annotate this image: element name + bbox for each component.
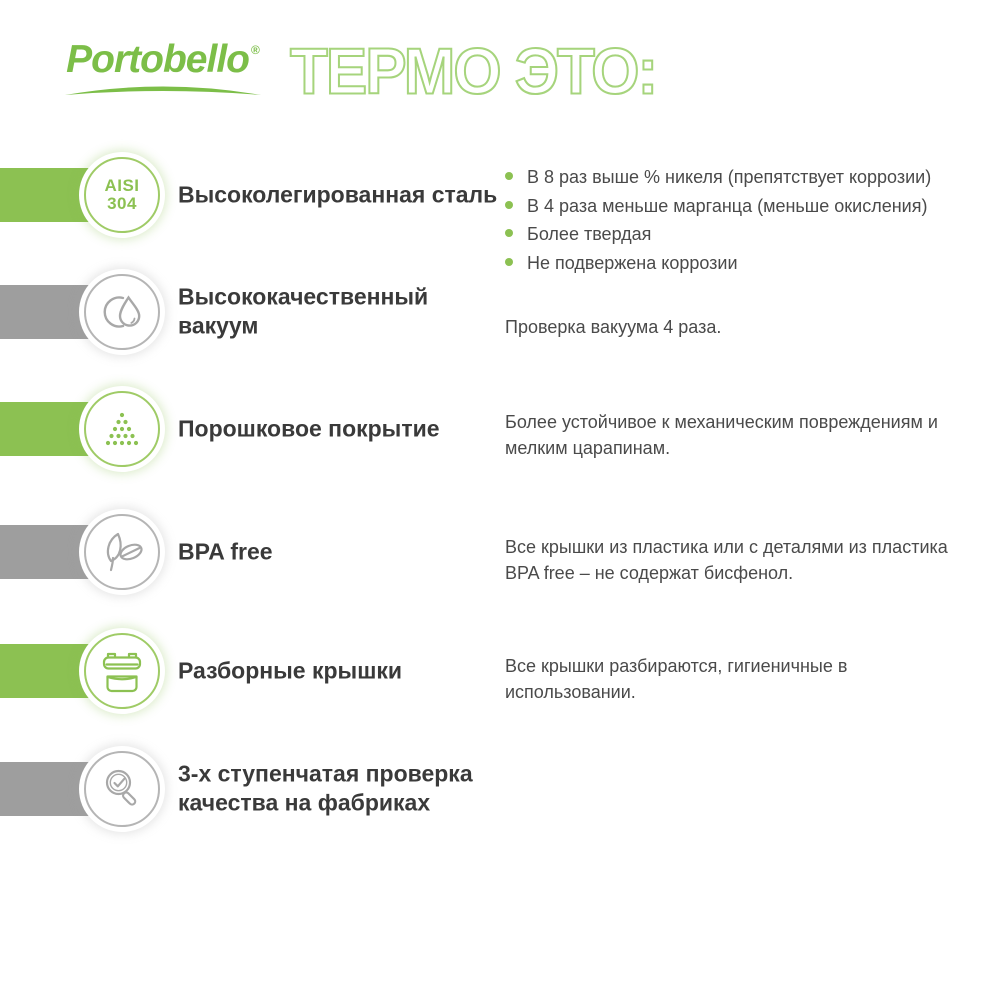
feature-title: BPA free bbox=[178, 538, 273, 565]
lid-parts-icon bbox=[84, 633, 160, 709]
registered-trademark-icon: ® bbox=[251, 43, 260, 57]
bullet-item: В 8 раз выше % никеля (препятствует коррозии) bbox=[505, 167, 985, 189]
portobello-logo bbox=[58, 40, 268, 97]
feature-description: Все крышки из пластика или с деталями из пластика BPA free – не содержат бисфенол. bbox=[505, 537, 948, 584]
feature-description: Проверка вакуума 4 раза. bbox=[505, 317, 722, 337]
feature-title: Порошковое покрытие bbox=[178, 415, 440, 442]
bullet-item: В 4 раза меньше марганца (меньше окисления) bbox=[505, 196, 985, 218]
bullet-item: Более твердая bbox=[505, 224, 985, 246]
feature-title: Высоколегированная сталь bbox=[178, 181, 498, 208]
bullet-dot-icon bbox=[505, 229, 513, 237]
feature-description: Все крышки разбираются, гигиеничные в использовании. bbox=[505, 656, 848, 703]
page-title: ТЕРМО ЭТО: bbox=[290, 35, 657, 109]
feature-title: Высококачественный вакуум bbox=[178, 283, 429, 339]
feature-row-steel bbox=[0, 135, 1000, 273]
feature-row-lids bbox=[0, 611, 1000, 731]
logo-wordmark: Portobello bbox=[66, 38, 249, 81]
aisi-304-badge: AISI 304 bbox=[84, 157, 160, 233]
feature-title: 3-х ступенчатая проверка качества на фабриках bbox=[178, 760, 473, 816]
bullet-dot-icon bbox=[505, 201, 513, 209]
bullet-dot-icon bbox=[505, 172, 513, 180]
bullet-item: Не подвержена коррозии bbox=[505, 253, 985, 275]
feature-row-bpa-free bbox=[0, 492, 1000, 612]
leaves-icon bbox=[84, 514, 160, 590]
feature-title: Разборные крышки bbox=[178, 657, 403, 684]
powder-dots-icon bbox=[84, 391, 160, 467]
feature-description: Более устойчивое к механическим повреждениям и мелким царапинам. bbox=[505, 412, 938, 459]
feature-row-vacuum bbox=[0, 252, 1000, 372]
logo-swoosh bbox=[63, 83, 263, 97]
feature-row-coating bbox=[0, 369, 1000, 489]
feature-row-quality bbox=[0, 729, 1000, 849]
water-drop-icon bbox=[84, 274, 160, 350]
magnifier-check-icon bbox=[84, 751, 160, 827]
